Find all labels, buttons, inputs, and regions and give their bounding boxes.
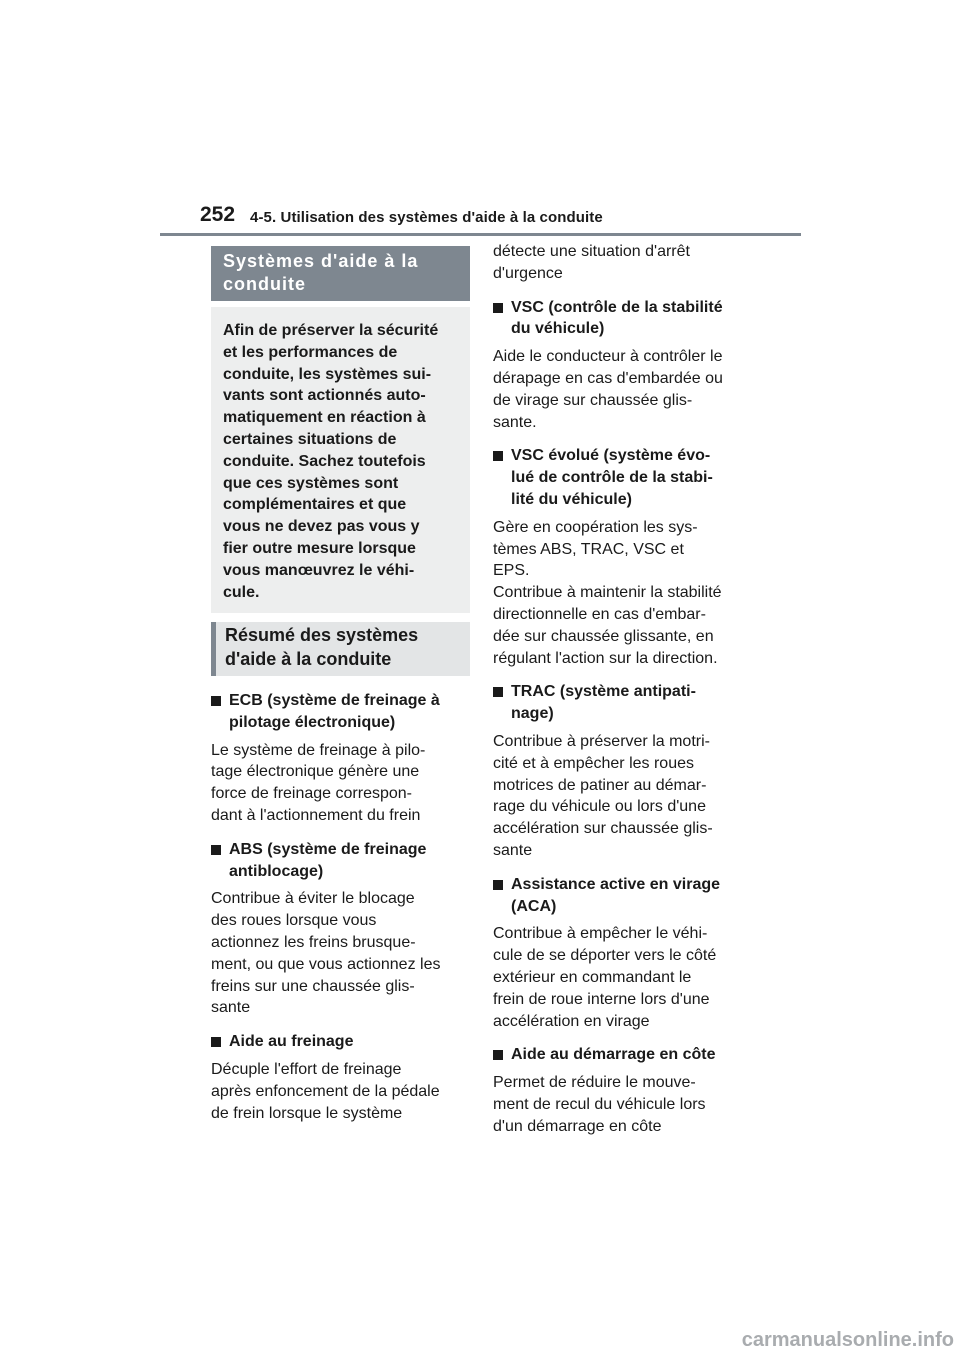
square-bullet-icon	[211, 1037, 221, 1047]
watermark: carmanualsonline.info	[741, 1329, 954, 1351]
item-body-line: Le système de freinage à pilo-	[211, 741, 426, 759]
square-bullet-icon	[493, 687, 503, 697]
item-body-line: directionnelle en cas d'embar-	[493, 605, 706, 623]
section-heading	[211, 246, 470, 301]
item-body-line: régulant l'action sur la direction.	[493, 649, 718, 667]
item-title-line: VSC (contrôle de la stabilité	[511, 298, 723, 316]
item-body-line: accélération sur chaussée glis-	[493, 820, 713, 838]
item-title-line: (ACA)	[511, 897, 557, 915]
item-body-line: extérieur en commandant le	[493, 968, 692, 986]
item-body-line: Contribue à maintenir la stabilité	[493, 584, 722, 602]
item-title	[211, 690, 470, 734]
item-title-text	[511, 297, 723, 341]
item-body-line: Contribue à préserver la motri-	[493, 732, 710, 750]
intro-line: matiquement en réaction à	[223, 409, 426, 427]
item-body-line: de frein lorsque le système	[211, 1104, 403, 1122]
running-title: 4-5. Utilisation des systèmes d'aide à la conduite	[250, 209, 603, 226]
item-body-line: Décuple l'effort de freinage	[211, 1060, 402, 1078]
item-title-line: antiblocage)	[229, 862, 324, 880]
system-item-ecb	[211, 690, 470, 827]
square-bullet-icon	[493, 451, 503, 461]
item-body-line: dée sur chaussée glissante, en	[493, 627, 714, 645]
item-title-text	[511, 1044, 716, 1066]
item-title-text	[511, 445, 713, 510]
right-column	[493, 241, 751, 1137]
item-body-line: actionnez les freins brusque-	[211, 933, 416, 951]
item-body-line: Gère en coopération les sys-	[493, 518, 698, 536]
item-title	[211, 839, 470, 883]
item-body-line: motrices de patiner au démar-	[493, 776, 707, 794]
item-body-line: dant à l'actionnement du frein	[211, 806, 421, 824]
item-title	[493, 681, 751, 725]
item-body-line: ment de recul du véhicule lors	[493, 1095, 706, 1113]
item-body-line: freins sur une chaussée glis-	[211, 977, 415, 995]
item-title-line: ABS (système de freinage	[229, 840, 427, 858]
intro-line: Afin de préserver la sécurité	[223, 322, 439, 339]
item-title-text	[511, 874, 720, 918]
intro-box	[211, 307, 470, 613]
system-item-brake-assist	[211, 1031, 470, 1124]
item-body-line: détecte une situation d'arrêt	[493, 243, 690, 260]
intro-line: conduite. Sachez toutefois	[223, 452, 426, 470]
item-title-line: nage)	[511, 705, 554, 723]
item-body-line: d'un démarrage en côte	[493, 1117, 662, 1135]
system-item-hill-start-assist	[493, 1044, 751, 1137]
square-bullet-icon	[211, 696, 221, 706]
section-heading-line: conduite	[223, 274, 306, 294]
item-body-line: Contribue à éviter le blocage	[211, 890, 415, 908]
intro-line: certaines situations de	[223, 430, 397, 448]
item-body-line: sante	[211, 999, 251, 1017]
item-body-line: sante	[493, 841, 533, 859]
system-item-trac	[493, 681, 751, 861]
section-heading-line: Systèmes d'aide à la	[223, 251, 419, 271]
intro-line: complémentaires et que	[223, 496, 407, 514]
subsection-heading	[211, 622, 470, 676]
item-body	[211, 740, 470, 827]
item-body	[211, 888, 470, 1019]
item-title-line: pilotage électronique)	[229, 713, 396, 731]
item-title-text	[511, 681, 696, 725]
item-body-line: rage du véhicule ou lors d'une	[493, 798, 706, 816]
item-title	[493, 445, 751, 510]
item-body-line: ment, ou que vous actionnez les	[211, 955, 441, 973]
item-body-line: d'urgence	[493, 264, 563, 282]
item-title-line: Aide au démarrage en côte	[511, 1046, 716, 1064]
item-body-line: tage électronique génère une	[211, 763, 420, 781]
system-item-vsc-plus	[493, 445, 751, 669]
item-body-line: Aide le conducteur à contrôler le	[493, 348, 723, 366]
left-column	[211, 246, 470, 1124]
item-body-line: sante.	[493, 413, 537, 431]
item-title-line: ECB (système de freinage à	[229, 692, 440, 709]
square-bullet-icon	[493, 880, 503, 890]
item-body-line: Contribue à empêcher le véhi-	[493, 925, 708, 943]
intro-line: et les performances de	[223, 343, 398, 361]
item-title-text	[229, 1031, 353, 1053]
intro-line: vants sont actionnés auto-	[223, 387, 426, 405]
header-rule	[160, 233, 801, 236]
item-title-text	[229, 690, 440, 734]
item-body-line: EPS.	[493, 562, 530, 580]
system-item-aca	[493, 874, 751, 1033]
intro-line: vous manœuvrez le véhi-	[223, 561, 415, 579]
item-body	[493, 731, 751, 862]
intro-line: fier outre mesure lorsque	[223, 539, 416, 557]
item-body-line: cité et à empêcher les roues	[493, 754, 694, 772]
item-body-line: frein de roue interne lors d'une	[493, 990, 710, 1008]
square-bullet-icon	[493, 1050, 503, 1060]
intro-line: que ces systèmes sont	[223, 474, 399, 492]
item-body-line: accélération en virage	[493, 1012, 650, 1030]
item-body	[493, 517, 751, 670]
item-body-line: tèmes ABS, TRAC, VSC et	[493, 540, 684, 558]
item-title-line: Aide au freinage	[229, 1033, 354, 1051]
system-item-abs	[211, 839, 470, 1019]
item-title	[493, 1044, 751, 1066]
item-body-line: des roues lorsque vous	[211, 912, 377, 930]
continued-paragraph	[493, 241, 751, 285]
item-body-line: dérapage en cas d'embardée ou	[493, 369, 723, 387]
item-title-line: lué de contrôle de la stabi-	[511, 469, 713, 487]
item-title-line: Assistance active en virage	[511, 875, 721, 893]
item-title-text	[229, 839, 426, 883]
square-bullet-icon	[211, 845, 221, 855]
item-body	[211, 1059, 470, 1124]
intro-line: vous ne devez pas vous y	[223, 518, 420, 536]
item-title	[493, 874, 751, 918]
intro-line: cule.	[223, 583, 260, 601]
item-body-line: de virage sur chaussée glis-	[493, 391, 693, 409]
item-title	[493, 297, 751, 341]
item-title	[211, 1031, 470, 1053]
item-body-line: force de freinage correspon-	[211, 785, 412, 803]
subsection-heading-line: d'aide à la conduite	[225, 648, 392, 669]
item-title-line: lité du véhicule)	[511, 490, 632, 508]
intro-line: conduite, les systèmes sui-	[223, 365, 432, 383]
item-body-line: après enfoncement de la pédale	[211, 1082, 440, 1100]
square-bullet-icon	[493, 303, 503, 313]
item-title-line: du véhicule)	[511, 320, 605, 338]
item-body-line: cule de se déporter vers le côté	[493, 947, 717, 965]
item-body-line: Permet de réduire le mouve-	[493, 1074, 696, 1092]
item-title-line: VSC évolué (système évo-	[511, 447, 711, 465]
item-body	[493, 346, 751, 433]
item-title-line: TRAC (système antipati-	[511, 683, 696, 701]
item-body	[493, 923, 751, 1032]
system-item-vsc	[493, 297, 751, 434]
subsection-heading-line: Résumé des systèmes	[225, 625, 419, 645]
item-body	[493, 1072, 751, 1137]
page-number: 252	[200, 203, 236, 226]
